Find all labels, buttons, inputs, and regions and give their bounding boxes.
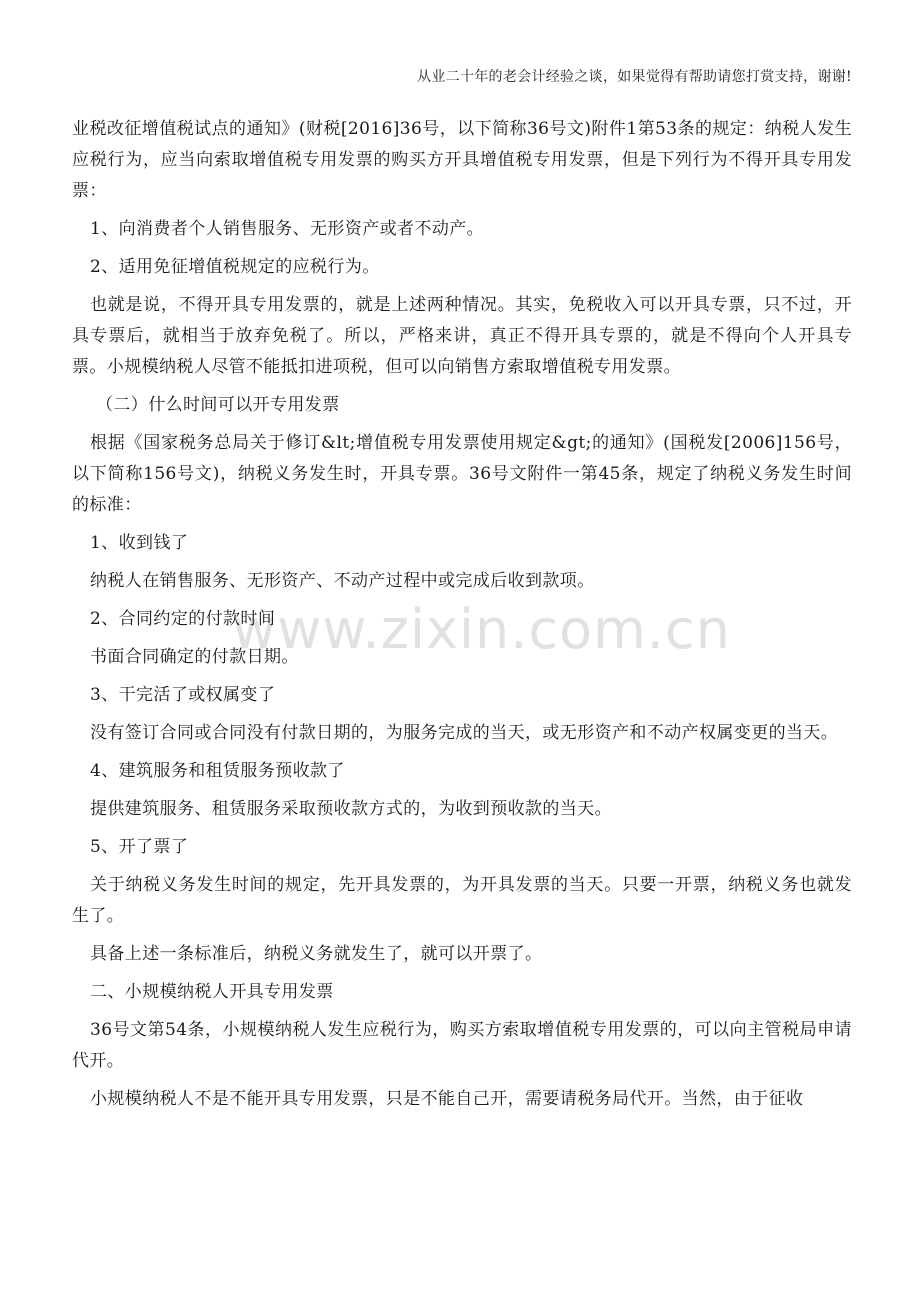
paragraph: 业税改征增值税试点的通知》(财税[2016]36号，以下简称36号文)附件1第53条的规定：纳税人发生应税行为，应当向索取增值税专用发票的购买方开具增值税专用发票，但是下列行为不得开具专用发票：	[72, 119, 852, 201]
paragraph: 1、向消费者个人销售服务、无形资产或者不动产。	[90, 219, 485, 239]
paragraph: 1、收到钱了	[90, 533, 189, 553]
paragraph: 3、干完活了或权属变了	[90, 685, 276, 705]
paragraph: 36号文第54条，小规模纳税人发生应税行为，购买方索取增值税专用发票的，可以向主管税局申请代开。	[72, 1020, 852, 1071]
paragraph: 小规模纳税人不是不能开具专用发票，只是不能自己开，需要请税务局代开。当然，由于征收	[90, 1089, 804, 1109]
document-body	[72, 114, 852, 1122]
paragraph: 2、合同约定的付款时间	[90, 609, 276, 629]
header-note: 从业二十年的老会计经验之谈，如果觉得有帮助请您打赏支持，谢谢!	[417, 69, 852, 85]
paragraph: 5、开了票了	[90, 837, 189, 857]
paragraph: 纳税人在销售服务、无形资产、不动产过程中或完成后收到款项。	[90, 571, 595, 591]
paragraph: （二）什么时间可以开专用发票	[96, 395, 340, 415]
paragraph: 提供建筑服务、租赁服务采取预收款方式的，为收到预收款的当天。	[90, 799, 612, 819]
paragraph: 二、小规模纳税人开具专用发票	[90, 982, 334, 1002]
paragraph: 4、建筑服务和租赁服务预收款了	[90, 761, 345, 781]
paragraph: 根据《国家税务总局关于修订&lt;增值税专用发票使用规定&gt;的通知》(国税发[2006]156号，以下简称156号文)，纳税义务发生时，开具专票。36号文附件一第45条，规定了纳税义务发生时间的标准：	[72, 433, 852, 515]
paragraph: 2、适用免征增值税规定的应税行为。	[90, 257, 380, 277]
watermark: www.zixin.com.cn	[232, 598, 731, 661]
paragraph: 书面合同确定的付款日期。	[90, 647, 299, 667]
paragraph: 具备上述一条标准后，纳税义务就发生了，就可以开票了。	[90, 944, 543, 964]
paragraph: 也就是说，不得开具专用发票的，就是上述两种情况。其实，免税收入可以开具专票，只不过，开具专票后，就相当于放弃免税了。所以，严格来讲，真正不得开具专票的，就是不得向个人开具专票。小规模纳税人尽管不能抵扣进项税，但可以向销售方索取增值税专用发票。	[72, 295, 852, 377]
paragraph: 关于纳税义务发生时间的规定，先开具发票的，为开具发票的当天。只要一开票，纳税义务也就发生了。	[72, 875, 852, 926]
paragraph: 没有签订合同或合同没有付款日期的，为服务完成的当天，或无形资产和不动产权属变更的当天。	[90, 723, 839, 743]
